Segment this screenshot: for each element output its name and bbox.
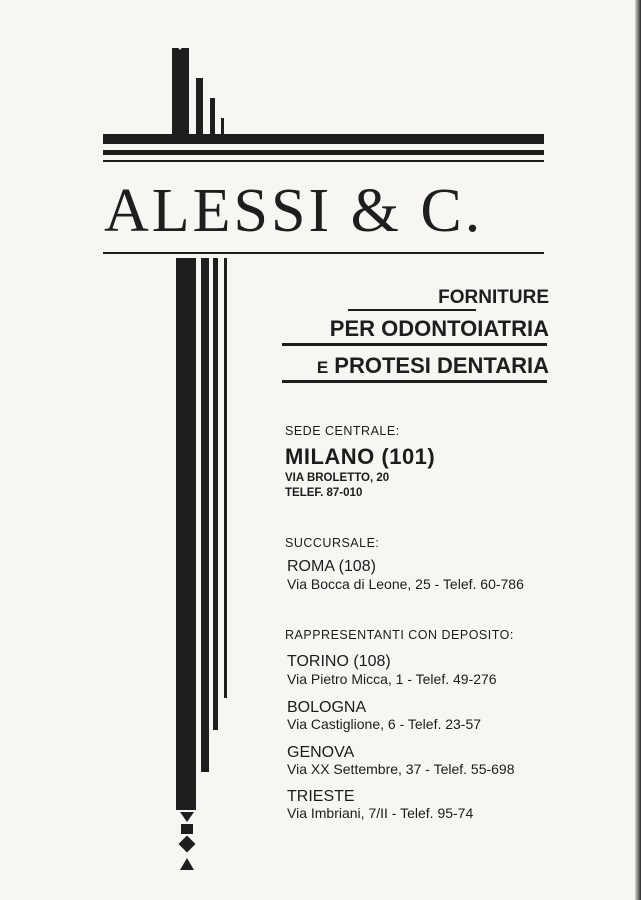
header-bar-thick [103, 134, 544, 144]
header-bar-thin [103, 160, 544, 162]
representatives-label: RAPPRESENTANTI CON DEPOSITO: [285, 628, 514, 642]
rep-city-bologna: BOLOGNA [287, 699, 367, 716]
company-underline [103, 252, 544, 254]
headline-line1: FORNITURE [438, 287, 549, 308]
ornament-triangle-up [180, 858, 194, 870]
headline-line3 [317, 355, 549, 377]
rep-city-genova: GENOVA [287, 744, 355, 761]
headquarters-label: SEDE CENTRALE: [285, 424, 400, 438]
vertical-bar-2 [201, 258, 209, 772]
rep-address-trieste: Via Imbriani, 7/II - Telef. 95-74 [287, 805, 474, 821]
rep-city-torino: TORINO (108) [287, 653, 391, 670]
vertical-bar-1 [176, 258, 196, 810]
ornament-diamond [179, 836, 196, 853]
headquarters-city: MILANO (101) [285, 444, 436, 469]
branch-city: ROMA (108) [287, 558, 376, 575]
top-bar-notch [172, 40, 189, 50]
rep-address-torino: Via Pietro Micca, 1 - Telef. 49-276 [287, 671, 497, 687]
headline-rule-3 [282, 380, 547, 383]
top-bar-1 [172, 48, 189, 136]
page-edge [635, 0, 641, 900]
branch-address: Via Bocca di Leone, 25 - Telef. 60-786 [287, 576, 524, 592]
headline-line2: PER ODONTOIATRIA [329, 316, 549, 341]
headquarters-address: VIA BROLETTO, 20 [285, 472, 390, 484]
rep-address-bologna: Via Castiglione, 6 - Telef. 23-57 [287, 716, 482, 732]
top-bar-2 [196, 78, 203, 136]
headline-line3-prefix: E [316, 358, 329, 377]
headquarters-phone: TELEF. 87-010 [285, 487, 363, 499]
branch-label: SUCCURSALE: [285, 536, 380, 550]
top-bar-3 [210, 98, 215, 136]
rep-city-trieste: TRIESTE [287, 788, 355, 805]
header-bar-medium [103, 150, 544, 155]
headline-rule-1 [348, 309, 476, 311]
company-name: ALESSI & C. [104, 177, 484, 245]
vertical-bar-3 [213, 258, 218, 730]
rep-address-genova: Via XX Settembre, 37 - Telef. 55-698 [287, 761, 515, 777]
headline-line3-text: PROTESI DENTARIA [334, 353, 549, 378]
headline-rule-2 [282, 343, 547, 346]
ornament-triangle-down [180, 812, 194, 822]
ornament-rect [181, 824, 193, 834]
vertical-bar-4 [224, 258, 227, 698]
